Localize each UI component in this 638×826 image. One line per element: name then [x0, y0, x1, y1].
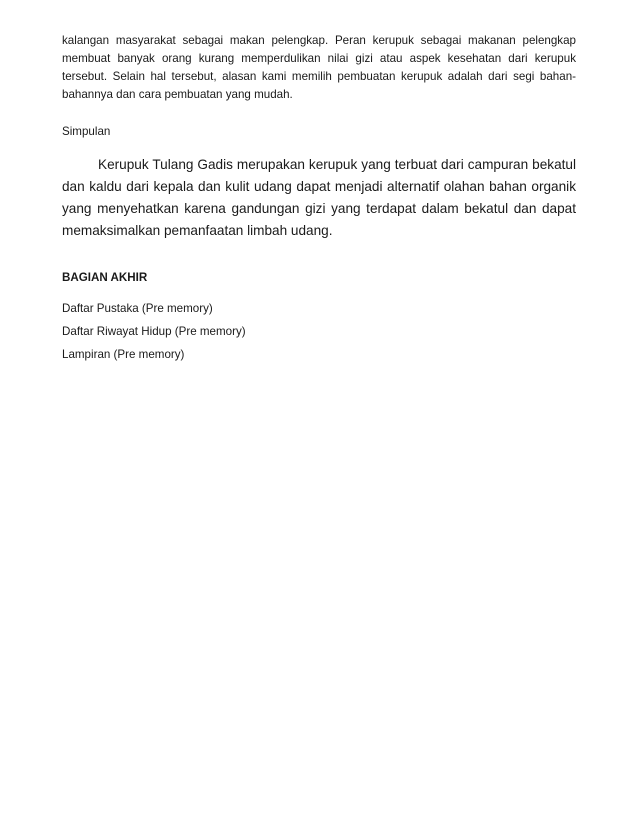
simpulan-heading: Simpulan — [62, 125, 111, 138]
intro-paragraph: kalangan masyarakat sebagai makan pelengkap. Peran kerupuk sebagai makanan pelengkap membuat banyak orang kurang memperdulikan nilai gizi atau aspek kesehatan dari kerupuk tersebut. Selain hal tersebut, alasan kami memilih pembuatan kerupuk adalah dari segi bahan-bahannya dan cara pembuatan yang mudah. — [62, 34, 576, 101]
list-item: Daftar Riwayat Hidup (Pre memory) — [62, 325, 246, 338]
list-item: Daftar Pustaka (Pre memory) — [62, 302, 213, 315]
bagian-akhir-heading: BAGIAN AKHIR — [62, 271, 148, 284]
simpulan-paragraph: Kerupuk Tulang Gadis merupakan kerupuk yang terbuat dari campuran bekatul dan kaldu dari kepala dan kulit udang dapat menjadi alternatif olahan bahan organik yang menyehatkan karena gandungan gizi yang terdapat dalam bekatul dan dapat memaksimalkan pemanfaatan limbah udang. — [62, 157, 576, 238]
document-page — [62, 32, 576, 369]
list-item: Lampiran (Pre memory) — [62, 348, 185, 361]
bagian-akhir-list — [62, 300, 576, 364]
